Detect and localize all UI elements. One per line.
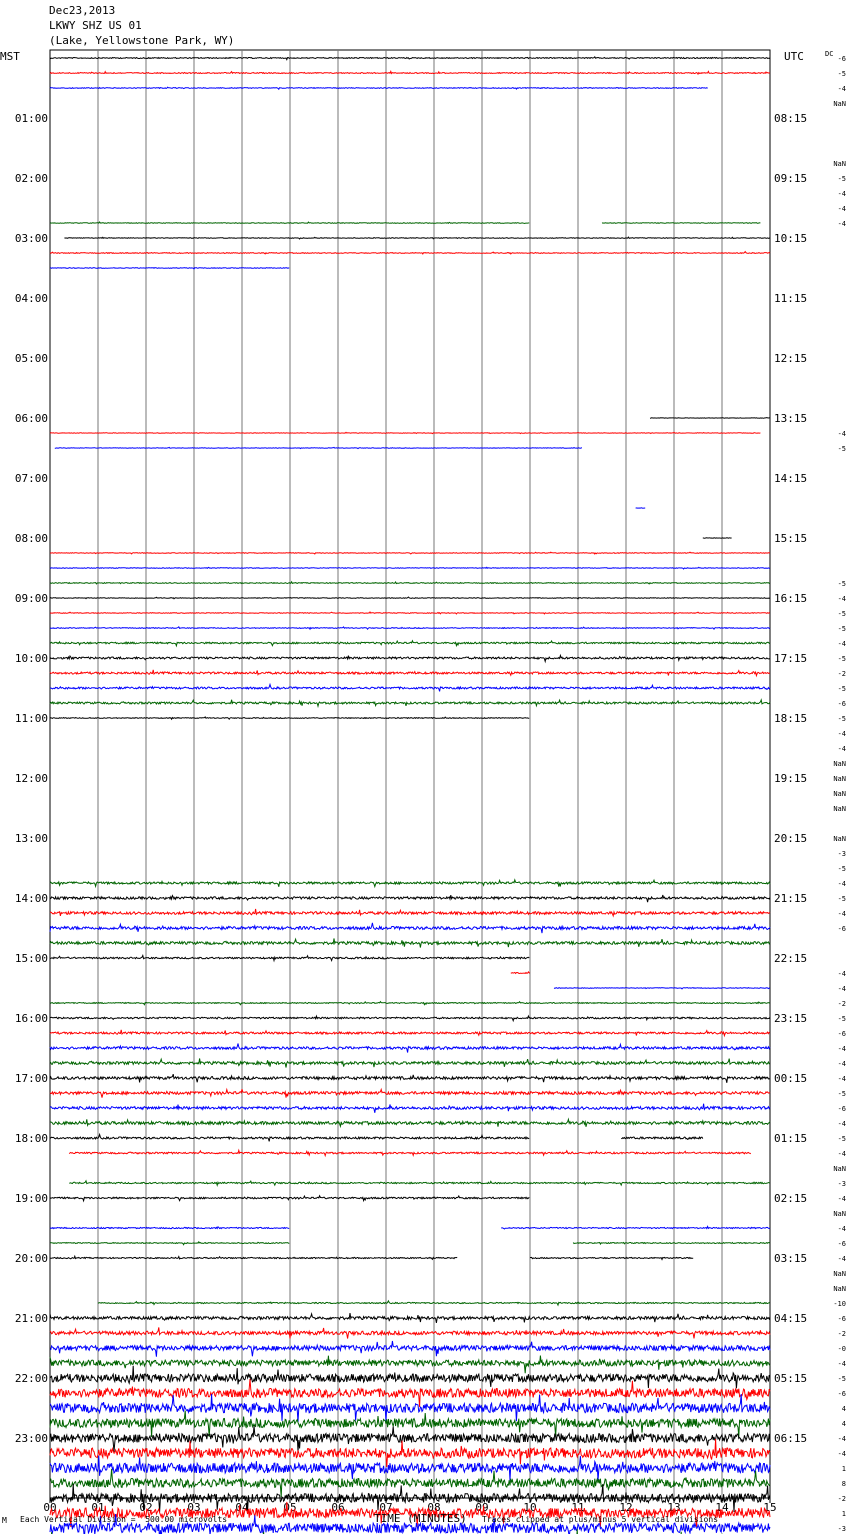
trace-row-67 [50, 1058, 770, 1067]
trace-row-26 [55, 447, 582, 448]
hour-label-right: 04:15 [774, 1312, 808, 1325]
dc-offset-label: NaN [833, 1285, 846, 1293]
hour-label-right: 15:15 [774, 532, 808, 545]
trace-row-94 [50, 1456, 770, 1481]
trace-row-66 [50, 1044, 770, 1053]
dc-offset-label: -5 [837, 685, 846, 693]
dc-offset-label: -4 [837, 205, 846, 213]
dc-offset-label: -6 [837, 925, 846, 933]
trace-row-75 [69, 1181, 770, 1185]
trace-row-89 [50, 1379, 770, 1407]
dc-offset-label: -2 [837, 1495, 846, 1503]
hour-label-right: 09:15 [774, 172, 808, 185]
hour-label-left: 17:00 [14, 1072, 48, 1085]
left-timezone-label: MST [0, 50, 20, 63]
trace-row-73 [69, 1150, 751, 1155]
dc-offset-label: -6 [837, 1315, 846, 1323]
dc-offset-label: -3 [837, 1525, 846, 1533]
dc-offset-label: -4 [837, 985, 846, 993]
trace-row-57 [50, 909, 770, 916]
dc-offset-label: -4 [837, 1255, 846, 1263]
x-tick-label: 14 [715, 1501, 729, 1514]
x-tick-label: 12 [619, 1501, 633, 1514]
hour-label-left: 03:00 [14, 232, 48, 245]
hour-label-right: 18:15 [774, 712, 808, 725]
dc-offset-label: -4 [837, 1225, 846, 1233]
dc-offset-label: -4 [837, 595, 846, 603]
dc-offset-label: NaN [833, 1270, 846, 1278]
hour-label-right: 08:15 [774, 112, 808, 125]
dc-offset-label: NaN [833, 100, 846, 108]
dc-offset-label: -4 [837, 220, 846, 228]
dc-offset-label: -4 [837, 1150, 846, 1158]
hour-label-left: 21:00 [14, 1312, 48, 1325]
trace-row-35 [50, 582, 770, 584]
hour-label-right: 23:15 [774, 1012, 808, 1025]
hour-label-left: 23:00 [14, 1432, 48, 1445]
trace-row-61 [511, 972, 530, 974]
chart-station: LKWY SHZ US 01 [49, 19, 142, 32]
hour-label-right: 12:15 [774, 352, 808, 365]
dc-offset-label: -4 [837, 880, 846, 888]
dc-offset-label: -4 [837, 1435, 846, 1443]
dc-offset-label: 1 [841, 1510, 846, 1518]
dc-offset-label: -4 [837, 745, 846, 753]
dc-offset-label: -5 [837, 70, 846, 78]
hour-label-left: 08:00 [14, 532, 48, 545]
dc-offset-label: -10 [833, 1300, 846, 1308]
hour-label-left: 01:00 [14, 112, 48, 125]
right-timezone-label: UTC [784, 50, 804, 63]
dc-offset-label: -3 [837, 1180, 846, 1188]
hour-label-left: 20:00 [14, 1252, 48, 1265]
trace-row-40 [50, 656, 770, 662]
hour-label-left: 15:00 [14, 952, 48, 965]
hour-label-left: 07:00 [14, 472, 48, 485]
trace-row-13 [50, 252, 770, 254]
x-tick-label: 08 [427, 1501, 441, 1514]
dc-label: DC [825, 50, 834, 58]
trace-row-80 [530, 1257, 693, 1259]
trace-row-38 [50, 627, 770, 629]
trace-row-43 [50, 700, 770, 707]
hour-label-right: 03:15 [774, 1252, 808, 1265]
hour-label-right: 19:15 [774, 772, 808, 785]
dc-offset-label: -5 [837, 175, 846, 183]
dc-offset-label: -5 [837, 895, 846, 903]
trace-row-87 [50, 1356, 770, 1374]
trace-row-68 [50, 1074, 770, 1083]
dc-offset-label: -4 [837, 1075, 846, 1083]
dc-offset-label: -4 [837, 1195, 846, 1203]
dc-offset-label: -4 [837, 910, 846, 918]
dc-offset-label: -5 [837, 610, 846, 618]
trace-row-96 [50, 1484, 770, 1512]
dc-offset-label: -6 [837, 1105, 846, 1113]
hour-label-left: 22:00 [14, 1372, 48, 1385]
hour-label-right: 20:15 [774, 832, 808, 845]
trace-row-91 [50, 1411, 770, 1437]
trace-row-71 [50, 1119, 770, 1127]
chart-location: (Lake, Yellowstone Park, WY) [49, 34, 235, 47]
trace-row-37 [50, 612, 770, 614]
dc-offset-label: NaN [833, 835, 846, 843]
hour-label-right: 16:15 [774, 592, 808, 605]
trace-row-56 [50, 895, 770, 902]
trace-row-80 [50, 1256, 457, 1259]
dc-offset-label: 8 [841, 1480, 846, 1488]
trace-row-42 [50, 685, 770, 692]
trace-row-85 [50, 1327, 770, 1338]
dc-offset-label: -4 [837, 430, 846, 438]
x-tick-label: 00 [43, 1501, 57, 1514]
dc-offset-label: -5 [837, 580, 846, 588]
dc-offset-label: -6 [837, 700, 846, 708]
clip-note: Traces clipped at plus/minus 5 vertical divisions [482, 1515, 719, 1524]
dc-offset-label: 4 [841, 1420, 846, 1428]
hour-label-left: 12:00 [14, 772, 48, 785]
dc-offset-label: NaN [833, 805, 846, 813]
trace-row-93 [50, 1439, 770, 1467]
hour-label-right: 22:15 [774, 952, 808, 965]
trace-row-70 [50, 1104, 770, 1113]
hour-label-right: 13:15 [774, 412, 808, 425]
trace-row-33 [50, 552, 770, 554]
trace-row-78 [50, 1227, 289, 1229]
hour-label-right: 00:15 [774, 1072, 808, 1085]
trace-row-1 [50, 71, 770, 74]
trace-row-90 [50, 1394, 770, 1422]
trace-row-14 [50, 268, 289, 269]
dc-offset-label: -5 [837, 1090, 846, 1098]
dc-offset-label: -4 [837, 1360, 846, 1368]
x-tick-label: 13 [667, 1501, 681, 1514]
trace-row-88 [50, 1366, 770, 1389]
trace-row-69 [50, 1089, 770, 1098]
x-tick-label: 03 [187, 1501, 201, 1514]
hour-label-right: 21:15 [774, 892, 808, 905]
x-tick-label: 04 [235, 1501, 249, 1514]
trace-row-62 [554, 988, 770, 989]
hour-label-left: 16:00 [14, 1012, 48, 1025]
dc-offset-label: -4 [837, 190, 846, 198]
dc-offset-label: -4 [837, 970, 846, 978]
trace-row-72 [621, 1137, 703, 1139]
hour-label-right: 14:15 [774, 472, 808, 485]
dc-offset-label: -6 [837, 1390, 846, 1398]
hour-label-left: 11:00 [14, 712, 48, 725]
hour-label-right: 17:15 [774, 652, 808, 665]
trace-row-95 [50, 1469, 770, 1497]
x-tick-label: 09 [475, 1501, 489, 1514]
hour-label-right: 01:15 [774, 1132, 808, 1145]
plot-frame [50, 50, 770, 1498]
x-tick-label: 05 [283, 1501, 297, 1514]
trace-row-2 [50, 87, 708, 89]
hour-label-left: 13:00 [14, 832, 48, 845]
hour-label-right: 05:15 [774, 1372, 808, 1385]
trace-row-58 [50, 923, 770, 933]
dc-offset-label: -6 [837, 1030, 846, 1038]
trace-row-63 [50, 1002, 770, 1005]
hour-label-left: 10:00 [14, 652, 48, 665]
dc-offset-label: -4 [837, 640, 846, 648]
x-tick-label: 07 [379, 1501, 393, 1514]
hour-label-left: 02:00 [14, 172, 48, 185]
x-tick-label: 01 [91, 1501, 105, 1514]
trace-row-25 [50, 432, 760, 433]
dc-offset-label: -6 [837, 1240, 846, 1248]
trace-row-86 [50, 1341, 770, 1357]
dc-offset-label: -4 [837, 730, 846, 738]
dc-offset-label: NaN [833, 160, 846, 168]
x-tick-label: 06 [331, 1501, 345, 1514]
dc-offset-label: -0 [837, 1345, 846, 1353]
dc-offset-label: NaN [833, 1210, 846, 1218]
trace-row-79 [50, 1242, 289, 1245]
hour-label-left: 18:00 [14, 1132, 48, 1145]
hour-label-right: 06:15 [774, 1432, 808, 1445]
trace-row-59 [50, 938, 770, 947]
dc-offset-label: -4 [837, 85, 846, 93]
trace-row-11 [602, 223, 760, 224]
chart-date: Dec23,2013 [49, 4, 116, 17]
dc-offset-label: NaN [833, 790, 846, 798]
dc-offset-label: NaN [833, 775, 846, 783]
trace-row-0 [50, 57, 770, 60]
dc-offset-label: 4 [841, 1405, 846, 1413]
hour-label-right: 02:15 [774, 1192, 808, 1205]
dc-offset-label: -5 [837, 445, 846, 453]
dc-offset-label: -2 [837, 1330, 846, 1338]
dc-offset-label: -3 [837, 850, 846, 858]
trace-row-24 [650, 418, 770, 419]
hour-label-left: 14:00 [14, 892, 48, 905]
scale-note: Each Vertical Division = 500.00 microvolts [20, 1515, 228, 1524]
dc-offset-label: -5 [837, 715, 846, 723]
dc-offset-label: -4 [837, 1060, 846, 1068]
dc-offset-label: NaN [833, 1165, 846, 1173]
dc-offset-label: -5 [837, 865, 846, 873]
dc-offset-label: -5 [837, 655, 846, 663]
dc-offset-label: 1 [841, 1465, 846, 1473]
trace-row-41 [50, 670, 770, 676]
dc-offset-label: -5 [837, 1375, 846, 1383]
trace-row-84 [50, 1313, 770, 1323]
hour-label-right: 10:15 [774, 232, 808, 245]
x-tick-label: 15 [763, 1501, 777, 1514]
dc-offset-label: -5 [837, 625, 846, 633]
dc-offset-label: -2 [837, 670, 846, 678]
dc-offset-label: -2 [837, 1000, 846, 1008]
x-axis-title: TIME (MINUTES) [374, 1512, 467, 1525]
trace-row-55 [50, 880, 770, 887]
trace-row-34 [50, 567, 770, 569]
trace-row-36 [50, 597, 770, 599]
dc-offset-label: -4 [837, 1120, 846, 1128]
x-tick-label: 11 [571, 1501, 585, 1514]
trace-row-39 [50, 641, 770, 646]
hour-label-left: 05:00 [14, 352, 48, 365]
dc-offset-label: -4 [837, 1450, 846, 1458]
hour-label-left: 19:00 [14, 1192, 48, 1205]
dc-offset-label: NaN [833, 760, 846, 768]
hour-label-left: 09:00 [14, 592, 48, 605]
dc-offset-label: -6 [837, 55, 846, 63]
x-tick-label: 10 [523, 1501, 537, 1514]
trace-row-65 [50, 1030, 770, 1036]
dc-offset-label: -5 [837, 1135, 846, 1143]
dc-offset-label: -4 [837, 1045, 846, 1053]
trace-row-78 [501, 1227, 770, 1230]
trace-row-64 [50, 1016, 770, 1021]
hour-label-left: 04:00 [14, 292, 48, 305]
dc-offset-label: -5 [837, 1015, 846, 1023]
trace-row-79 [573, 1243, 770, 1245]
hour-label-left: 06:00 [14, 412, 48, 425]
scale-mark: M [2, 1516, 7, 1525]
x-tick-label: 02 [139, 1501, 153, 1514]
trace-row-12 [64, 237, 770, 239]
hour-label-right: 11:15 [774, 292, 808, 305]
